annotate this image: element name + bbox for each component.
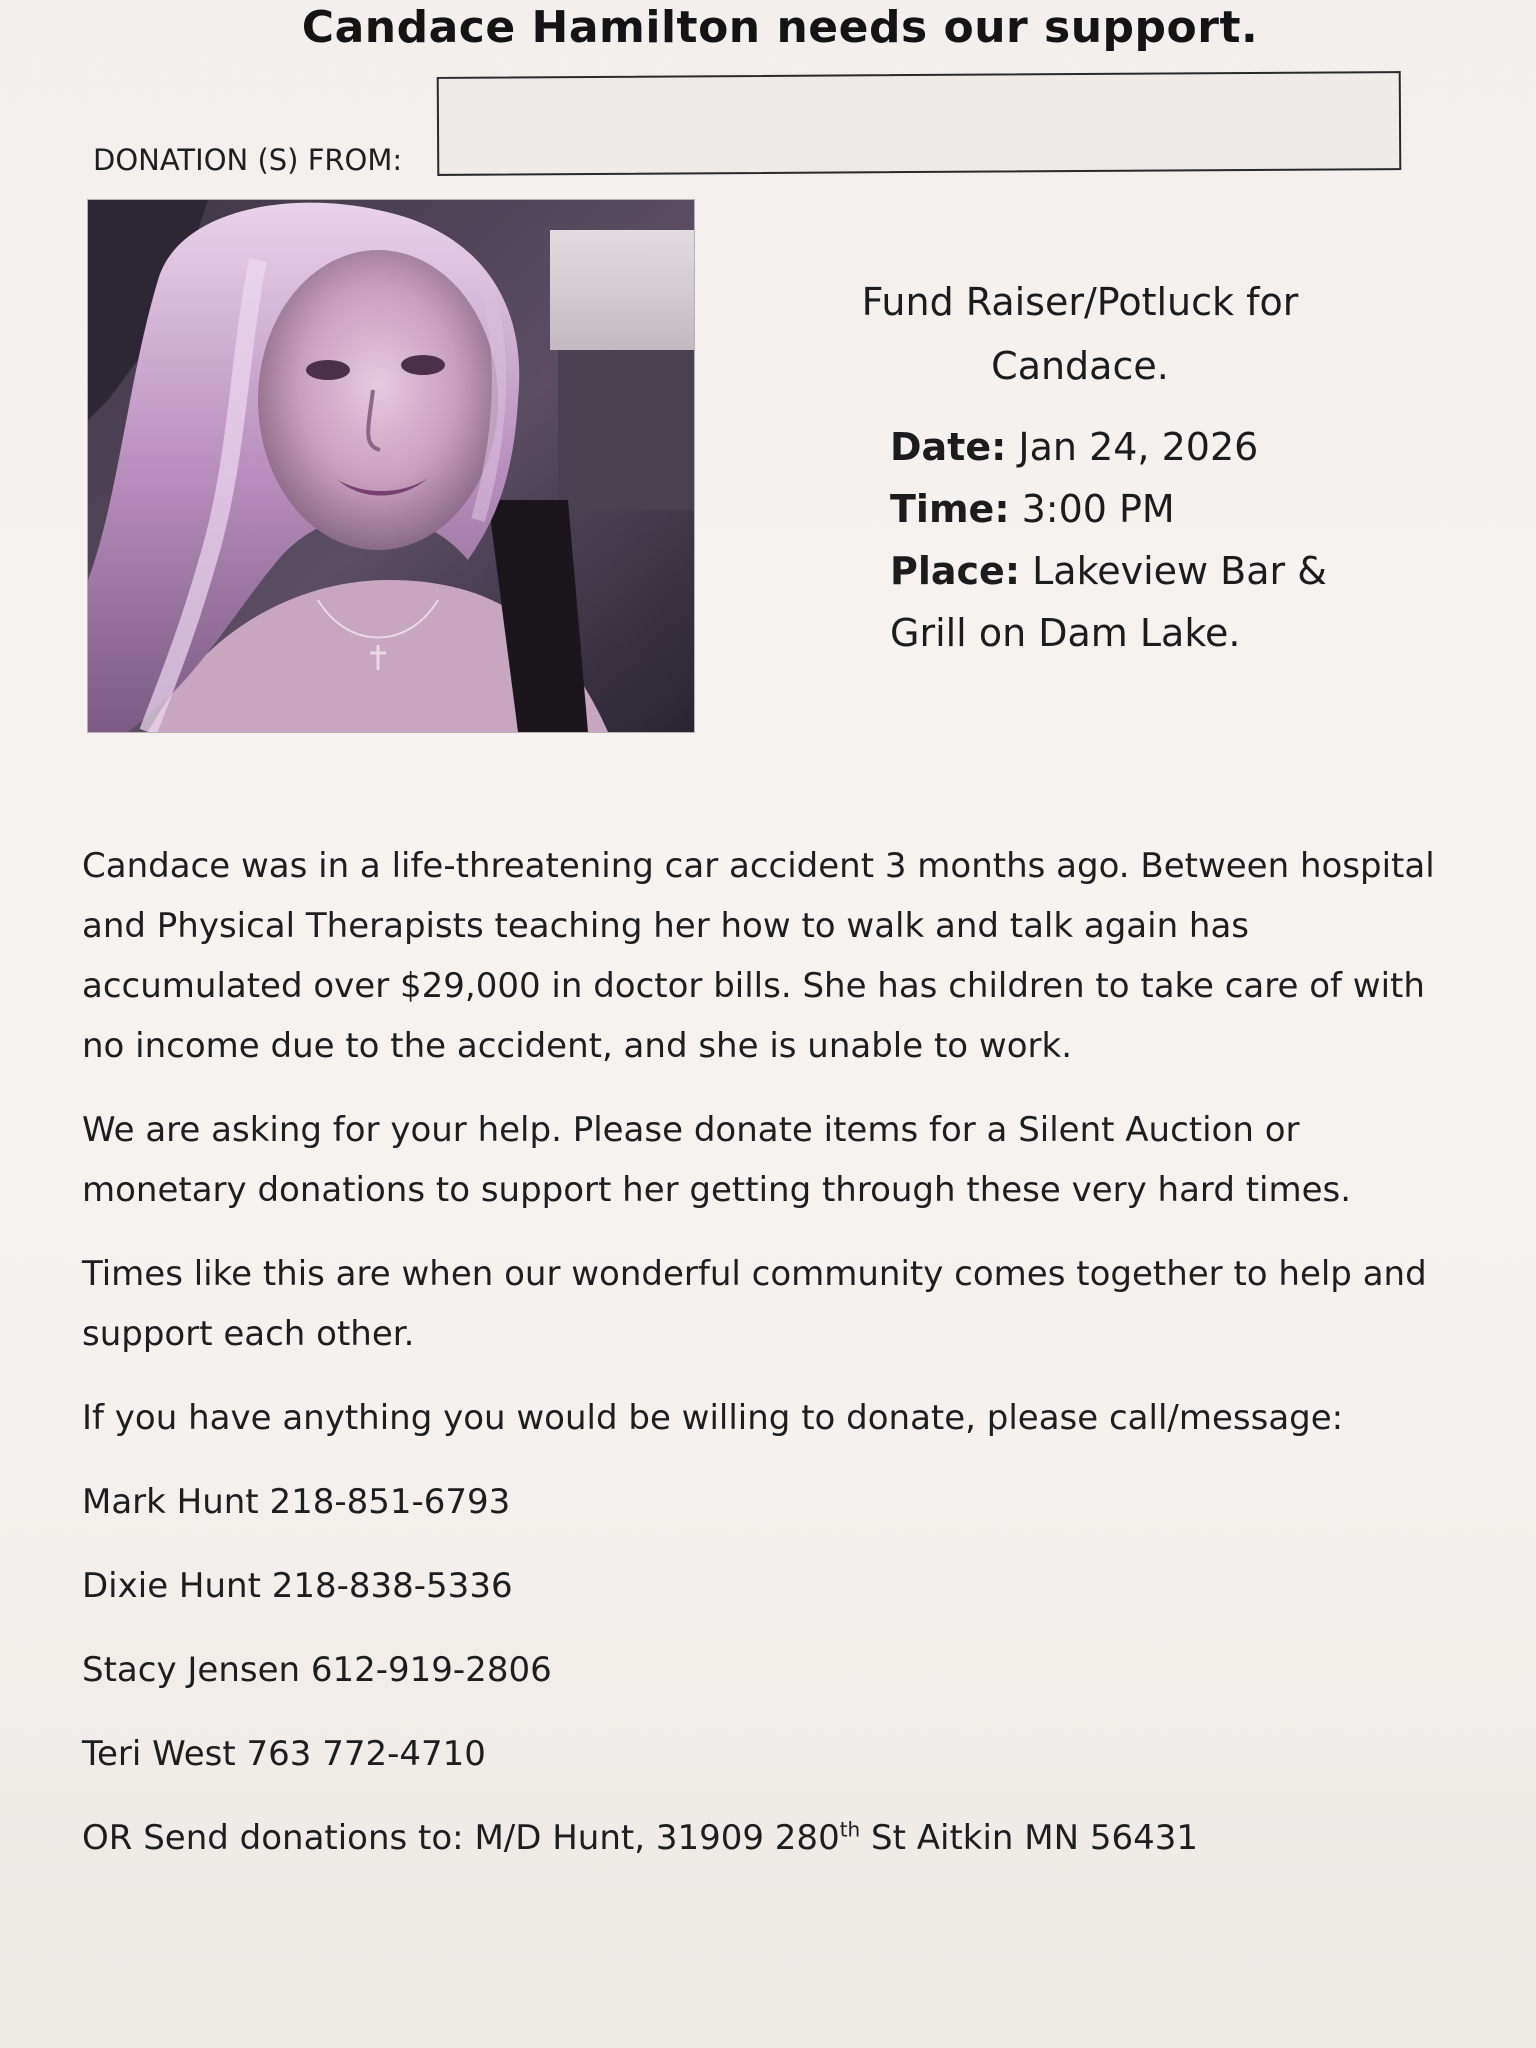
event-time-row [890,478,1410,540]
mailing-address [82,1808,1462,1868]
time-label: Time: [890,487,1010,531]
paragraph-community: Times like this are when our wonderful community comes together to help and support each other. [82,1254,1427,1354]
flyer-body [82,836,1462,1892]
date-label: Date: [890,425,1007,469]
donation-from-label: DONATION (S) FROM: [93,143,403,177]
address-superscript: th [839,1817,861,1842]
time-value: 3:00 PM [1021,487,1175,531]
address-prefix: OR Send donations to: M/D Hunt, 31909 280 [82,1818,840,1858]
event-details [850,270,1410,664]
event-heading-line2: Candace. [991,344,1169,388]
date-value: Jan 24, 2026 [1018,425,1259,469]
event-date-row [890,416,1410,478]
contact-stacy-jensen: Stacy Jensen 612-919-2806 [82,1650,552,1690]
contact-dixie-hunt: Dixie Hunt 218-838-5336 [82,1566,513,1606]
event-heading-line1: Fund Raiser/Potluck for [861,280,1299,324]
event-place-row [890,540,1410,602]
flyer-title: Candace Hamilton needs our support. [301,2,1259,53]
event-heading [850,270,1310,398]
paragraph-accident: Candace was in a life-threatening car accident 3 months ago. Between hospital and Physical Therapists teaching her how to walk and talk again has accumulated over $29,000 in doctor bills. She has children to take care of with no income due to the accident, and she is unable to work. [82,846,1435,1066]
address-suffix: St Aitkin MN 56431 [860,1818,1199,1858]
donation-from-field[interactable] [437,71,1402,176]
event-info [890,416,1410,664]
place-value-line2: Grill on Dam Lake. [890,611,1241,655]
candace-photo [88,200,694,732]
contact-mark-hunt: Mark Hunt 218-851-6793 [82,1482,511,1522]
paragraph-contact-intro: If you have anything you would be willing to donate, please call/message: [82,1398,1344,1438]
place-label: Place: [890,549,1021,593]
event-place-row-2 [890,602,1410,664]
contact-teri-west: Teri West 763 772-4710 [82,1734,486,1774]
place-value-line1: Lakeview Bar & [1032,549,1327,593]
paragraph-ask: We are asking for your help. Please donate items for a Silent Auction or monetary donations to support her getting through these very hard times. [82,1110,1352,1210]
